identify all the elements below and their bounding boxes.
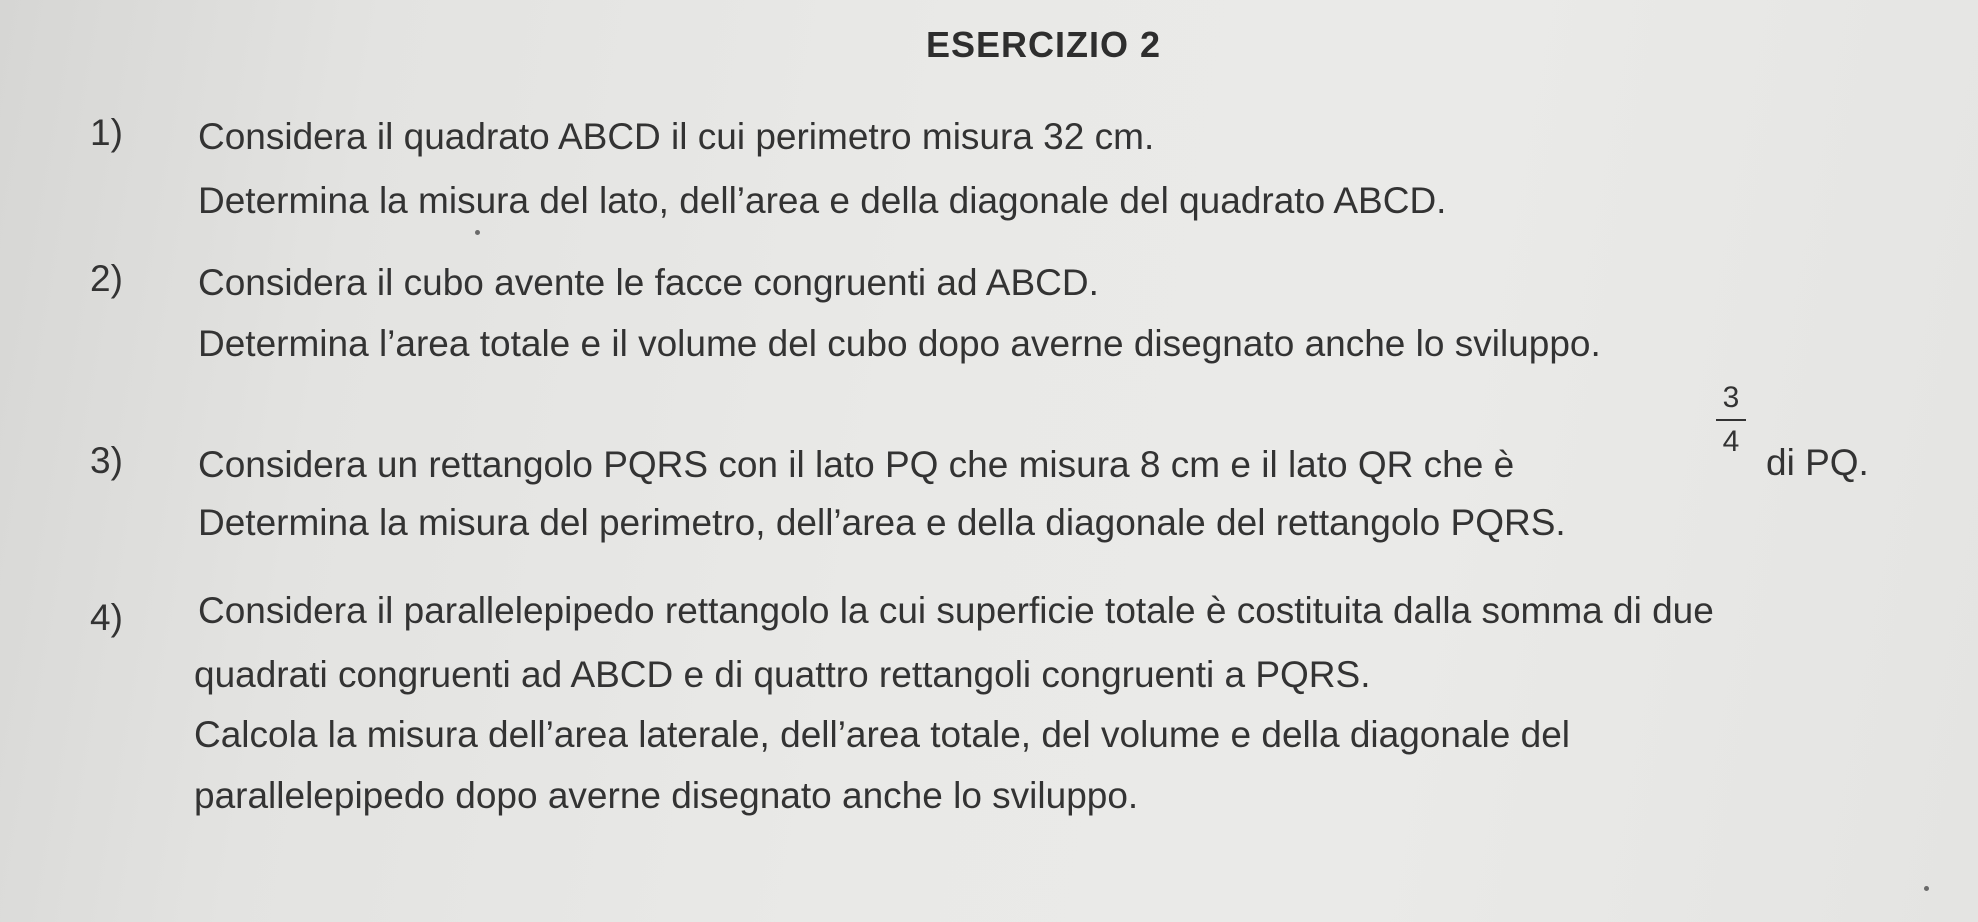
fraction-denominator: 4 bbox=[1722, 425, 1740, 458]
fraction-numerator: 3 bbox=[1722, 381, 1740, 414]
exercise-1-number: 1) bbox=[90, 112, 123, 153]
paper-speck bbox=[1924, 886, 1929, 891]
exercise-4-line-2: quadrati congruenti ad ABCD e di quattro rettangoli congruenti a PQRS. bbox=[194, 654, 1371, 695]
exercise-title: ESERCIZIO 2 bbox=[926, 24, 1162, 65]
fraction-three-quarters bbox=[1714, 383, 1748, 457]
exercise-3-line-1: Considera un rettangolo PQRS con il lato PQ che misura 8 cm e il lato QR che è bbox=[198, 444, 1515, 485]
fraction-bar bbox=[1716, 419, 1746, 421]
exercise-1-line-2: Determina la misura del lato, dell’area e della diagonale del quadrato ABCD. bbox=[198, 180, 1447, 221]
exercise-4-line-4: parallelepipedo dopo averne disegnato anche lo sviluppo. bbox=[194, 775, 1139, 816]
exercise-2-line-1: Considera il cubo avente le facce congruenti ad ABCD. bbox=[198, 262, 1099, 303]
exercise-4-line-1: Considera il parallelepipedo rettangolo la cui superficie totale è costituita dalla somma di due bbox=[198, 590, 1714, 631]
exercise-3-after-fraction: di PQ. bbox=[1766, 442, 1869, 483]
exercise-3-number: 3) bbox=[90, 440, 123, 481]
exercise-4-line-3: Calcola la misura dell’area laterale, dell’area totale, del volume e della diagonale del bbox=[194, 714, 1570, 755]
exercise-2-number: 2) bbox=[90, 258, 123, 299]
paper-speck bbox=[475, 230, 480, 235]
exercise-2-line-2: Determina l’area totale e il volume del cubo dopo averne disegnato anche lo sviluppo. bbox=[198, 323, 1601, 364]
exercise-3-line-2: Determina la misura del perimetro, dell’area e della diagonale del rettangolo PQRS. bbox=[198, 502, 1566, 543]
exercise-4-number: 4) bbox=[90, 597, 123, 638]
exercise-1-line-1: Considera il quadrato ABCD il cui perimetro misura 32 cm. bbox=[198, 116, 1155, 157]
